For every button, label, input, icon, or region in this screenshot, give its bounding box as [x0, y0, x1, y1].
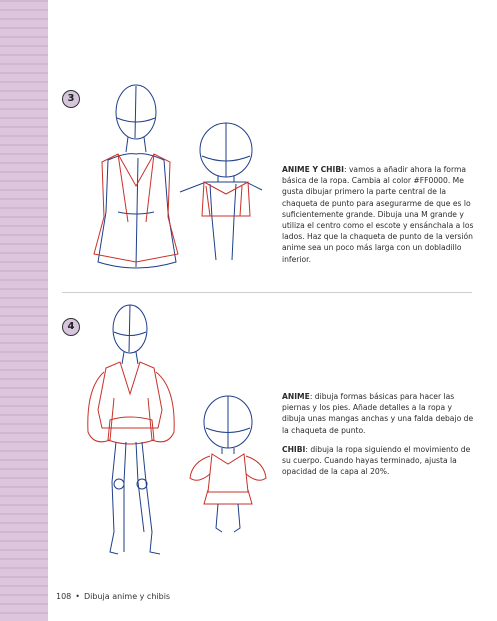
step-4-instructions	[282, 391, 474, 485]
decorative-margin-strip	[0, 0, 48, 621]
step-4-anime-text: : dibuja formas básicas para hacer las piernas y los pies. Añade detalles a la ropa y dibuja unas mangas anchas y una falda debajo de la chaqueta de punto.	[282, 392, 474, 435]
step-4-anime-figure	[80, 302, 190, 567]
step-4-chibi-label: CHIBI	[282, 444, 306, 454]
step-3-text: : vamos a añadir ahora la forma básica de la ropa. Cambia al color #FF0000. Me gusta dibujar primero la parte central de la chaqueta de punto para asegurarme de que es lo suficientemente grande. Dibuja una M grande y utiliza el centro como el escote y ensánchala a los lados. Haz que la chaqueta de punto de la versión anime sea un poco más larga con un dobladillo inferior.	[282, 165, 474, 264]
step-4-badge: 4	[62, 318, 80, 336]
step-4-chibi-text: : dibuja la ropa siguiendo el movimiento de su cuerpo. Cuando hayas terminado, ajusta la opacidad de la capa al 20%.	[282, 444, 471, 477]
page-number: 108	[56, 592, 72, 601]
step-4-chibi-figure	[188, 392, 268, 542]
section-divider	[62, 292, 472, 293]
step-3-anime-figure	[88, 82, 188, 282]
footer-title: Dibuja anime y chibis	[84, 592, 171, 601]
step-3-chibi-figure	[176, 120, 266, 270]
step-3-badge: 3	[62, 90, 80, 108]
footer-separator: •	[75, 592, 80, 601]
step-3-label: ANIME Y CHIBI	[282, 165, 344, 174]
step-3-instructions	[282, 164, 474, 273]
step-4-anime-label: ANIME	[282, 392, 310, 401]
page-footer	[56, 592, 170, 601]
